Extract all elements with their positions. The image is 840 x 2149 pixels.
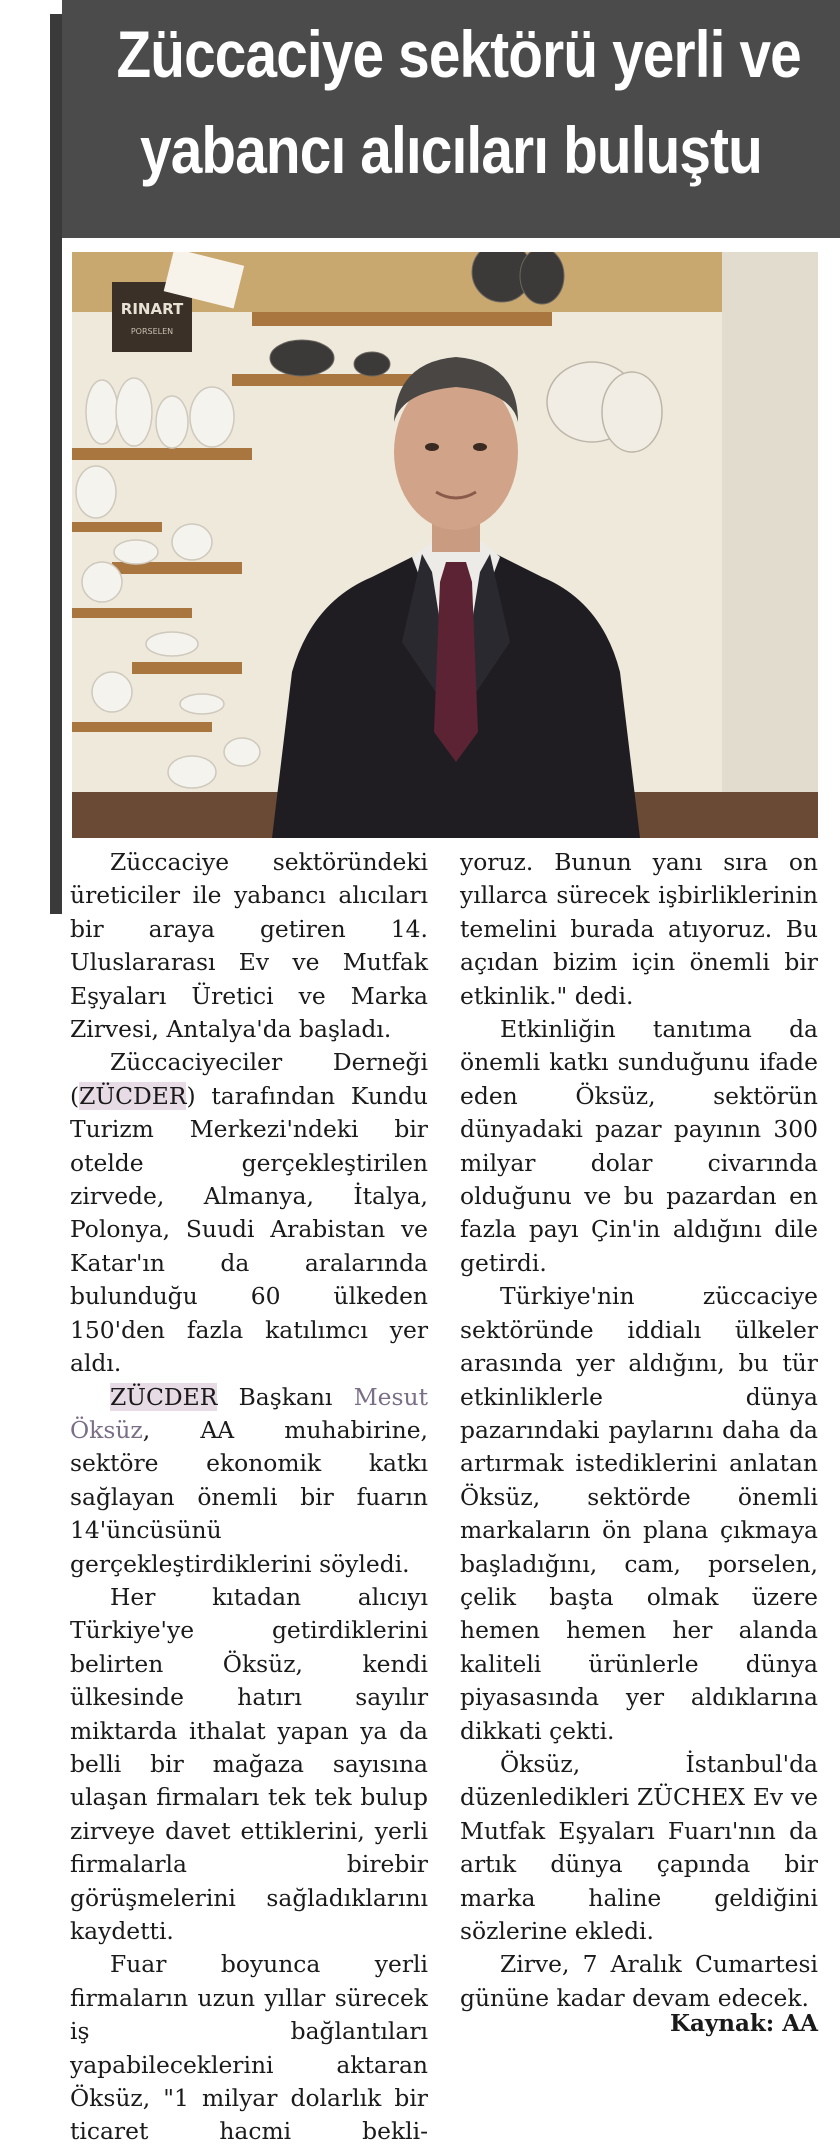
article-paragraph: Türkiye'nin züccaciye sektöründe iddialı ülkeler arasında yer aldığını, bu tür etkinliklerle dünya pazarındaki paylarını daha da artırmak istediklerini anlatan Öksüz, sektörde önemli markaların ön plana çıkmaya başladığını, cam, porselen, çelik başta olmak üzere hemen hemen her alanda kaliteli ürünlerle dünya piyasasında yer aldıklarına dikkati çekti. [460,1282,818,1745]
headline-line-1: Züccaciye sektörü yerli ve [116,17,801,91]
article-paragraph: Fuar boyunca yerli firmaların uzun yıllar sürecek iş bağlantıları yapabileceklerini aktaran Öksüz, "1 milyar dolarlık bir ticaret hacmi bekli- [70,1950,428,2146]
article-paragraph: Züccaciye sektöründeki üreticiler ile yabancı alıcıları bir araya getiren 14. Uluslararası Ev ve Mutfak Eşyaları Üretici ve Marka Zirvesi, Antalya'da başladı. [70,848,428,1044]
article-paragraph: Her kıtadan alıcıyı Türkiye'ye getirdiklerini belirten Öksüz, kendi ülkesinde hatırı sayılır miktarda ithalat yapan ya da belli bir mağaza sayısına ulaşan firmaları tek tek bulup zirveye davet ettiklerini, yerli firmalarla birebir görüşmelerini sağladıklarını kaydetti. [70,1582,428,1945]
article-column-right [460,846,818,2015]
article-paragraph: ZÜCDER Başkanı Mesut Öksüz, AA muhabirine, sektöre ekonomik katkı sağlayan önemli bir fuarın 14'üncüsünü gerçekleştirdiklerini söyledi. [70,1382,428,1578]
article-paragraph: Etkinliğin tanıtıma da önemli katkı sunduğunu ifade eden Öksüz, sektörün dünyadaki pazar payının 300 milyar dolar civarında olduğunu ve bu pazardan en fazla payı Çin'in aldığını dile getirdi. [460,1015,818,1277]
article-column-left [70,846,428,2149]
article-paragraph: Züccaciyeciler Derneği (ZÜCDER) tarafından Kundu Turizm Merkezi'ndeki bir otelde gerçekleştirilen zirvede, Almanya, İtalya, Polonya, Suudi Arabistan ve Katar'ın da aralarında bulunduğu 60 ülkeden 150'den fazla katılımcı yer aldı. [70,1048,428,1378]
org-highlight: ZÜCDER [79,1081,187,1110]
headline-line-2: yabancı alıcıları buluştu [140,113,762,187]
org-highlight: ZÜCDER [110,1382,218,1411]
article-source: Kaynak: AA [669,2010,818,2037]
photo-illustration [72,252,818,838]
column-divider [444,846,445,2046]
headline-shadow [50,14,62,914]
article-paragraph: Öksüz, İstanbul'da düzenledikleri ZÜCHEX Ev ve Mutfak Eşyaları Fuarı'nın da artık dünya çapında bir marka haline geldiğini sözlerine ekledi. [460,1749,818,1945]
sign-subtext: PORSELEN [130,327,174,336]
sign-text: RINART [120,300,184,318]
article-paragraph-continued: yoruz. Bunun yanı sıra on yıllarca sürecek işbirliklerinin temelini burada atıyoruz. Bu açıdan bizim için önemli bir etkinlik." dedi. [460,848,818,1010]
person-name: Mesut Öksüz [70,1382,428,1444]
article-paragraph: Zirve, 7 Aralık Cumartesi gününe kadar devam edecek. [460,1950,818,2012]
article-photo [72,252,818,838]
headline [116,6,801,236]
